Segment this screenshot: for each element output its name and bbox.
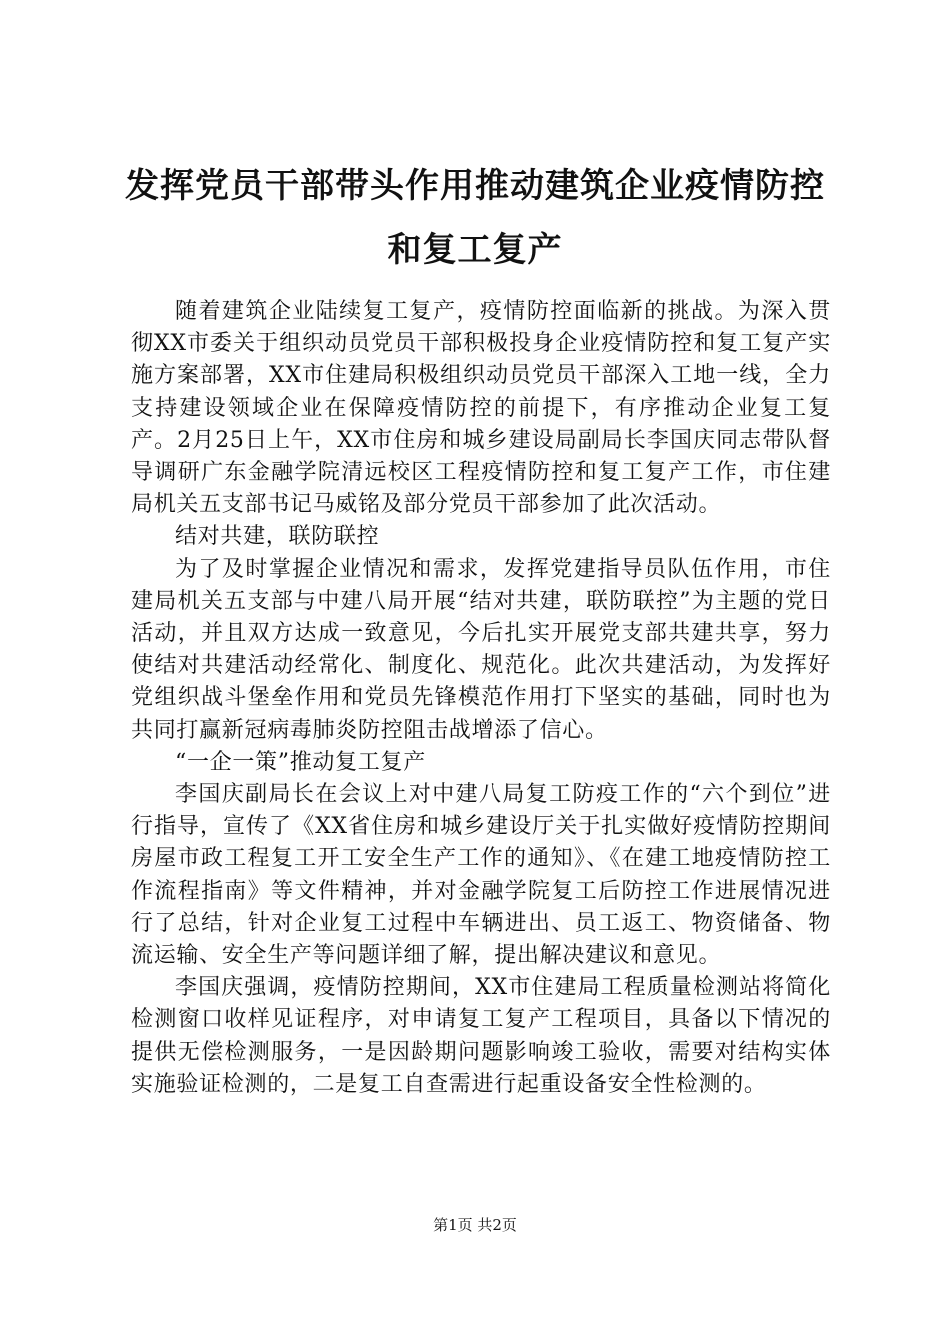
title-line-2: 和复工复产 [387,230,563,270]
section-heading-one-enterprise-one-policy: “一企一策”推动复工复产 [175,749,426,775]
paragraph-intro: 随着建筑企业陆续复工复产，疫情防控面临新的挑战。为深入贯彻XX市委关于组织动员党员干部积极投身企业疫情防控和复工复产实施方案部署，XX市住建局积极组织动员党员干部深入工地一线，全力支持建设领域企业在保障疫情防控的前提下，有序推动企业复工复产。2月25日上午，XX市住房和城乡建设局副局长李国庆同志带队督导调研广东金融学院清远校区工程疫情防控和复工复产工作，市住建局机关五支部书记马威铭及部分党员干部参加了此次活动。 [131,299,831,518]
document-body [131,296,831,1101]
title-line-1: 发挥党员干部带头作用推动建筑企业疫情防控 [125,166,825,206]
paragraph-guidance: 李国庆副局长在会议上对中建八局复工防疫工作的“六个到位”进行指导，宣传了《XX省住房和城乡建设厅关于扎实做好疫情防控期间房屋市政工程复工开工安全生产工作的通知》、《在建工地疫情防控工作流程指南》等文件精神，并对金融学院复工后防控工作进展情况进行了总结，针对企业复工过程中车辆进出、员工返工、物资储备、物流运输、安全生产等问题详细了解，提出解决建议和意见。 [131,782,831,969]
document-title [110,154,840,282]
section-heading-joint-building: 结对共建，联防联控 [175,524,380,550]
page-number: 第1页 共2页 [433,1216,517,1234]
paragraph-emphasis: 李国庆强调，疫情防控期间，XX市住建局工程质量检测站将简化检测窗口收样见证程序，对申请复工复产工程项目，具备以下情况的提供无偿检测服务，一是因龄期问题影响竣工验收，需要对结构实体实施验证检测的，二是复工自查需进行起重设备安全性检测的。 [131,975,831,1097]
paragraph-joint-building: 为了及时掌握企业情况和需求，发挥党建指导员队伍作用，市住建局机关五支部与中建八局开展“结对共建，联防联控”为主题的党日活动，并且双方达成一致意见，今后扎实开展党支部共建共享，努力使结对共建活动经常化、制度化、规范化。此次共建活动，为发挥好党组织战斗堡垒作用和党员先锋模范作用打下坚实的基础，同时也为共同打赢新冠病毒肺炎防控阻击战增添了信心。 [131,556,831,743]
